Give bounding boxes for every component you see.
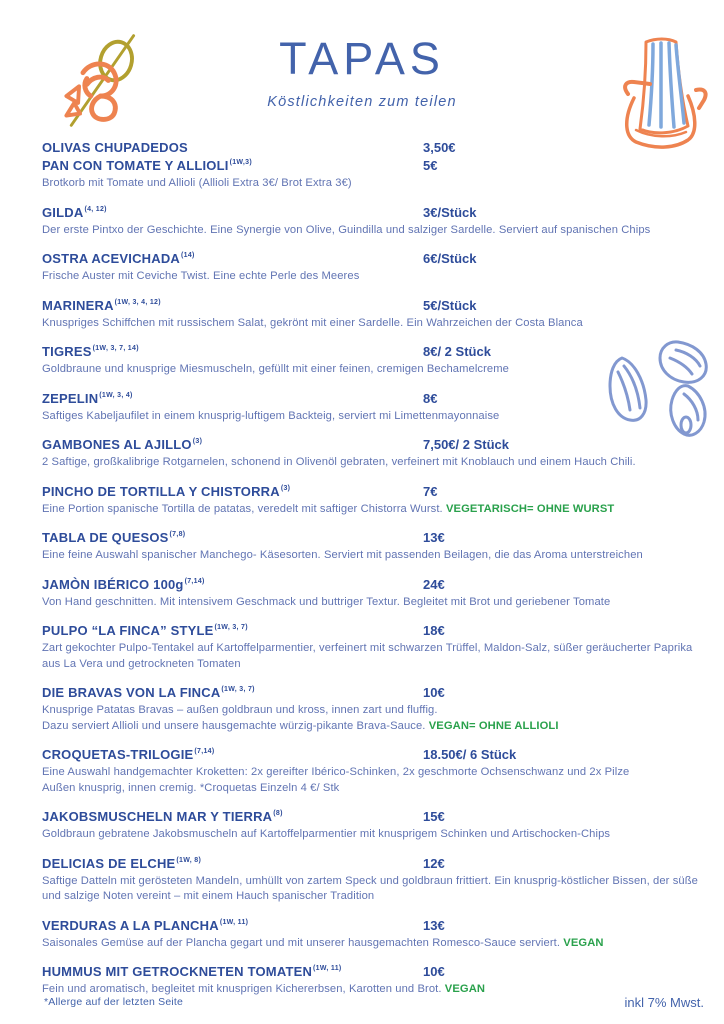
menu-item-header: [42, 157, 708, 175]
item-allergen-codes: (1W, 3, 7): [221, 686, 255, 693]
item-name: VERDURAS A LA PLANCHA: [42, 917, 219, 933]
item-name: CROQUETAS-TRILOGIE: [42, 747, 194, 762]
item-price: 8€/ 2 Stück: [423, 344, 491, 359]
item-price: 10€: [423, 685, 445, 700]
item-name: PULPO “LA FINCA” STYLE: [42, 623, 214, 638]
menu-item-header: [42, 483, 708, 501]
item-name-wrap: [42, 963, 423, 981]
menu-item-header: [42, 204, 708, 222]
item-allergen-codes: (1W, 3, 7): [214, 624, 248, 631]
menu-item-header: [42, 622, 708, 640]
item-name: DIE BRAVAS VON LA FINCA: [42, 685, 221, 700]
item-price: 12€: [423, 855, 445, 871]
item-allergen-codes: (1W, 11): [313, 965, 342, 972]
item-name: PINCHO DE TORTILLA Y CHISTORRA: [42, 483, 280, 499]
page-subtitle: Köstlichkeiten zum teilen: [267, 94, 457, 110]
item-allergen-codes: (7,14): [194, 748, 215, 755]
item-name: GILDA: [42, 204, 84, 220]
item-allergen-codes: (1W, 3, 4): [99, 391, 133, 399]
item-description: [42, 269, 708, 285]
item-description: [42, 176, 708, 192]
item-description-line: Zart gekochter Pulpo-Tentakel auf Kartoffelparmentier, verfeinert mit schwarzen Trüffel, Maldon-Salz, süßer geräucherter Paprika aus La Vera und getrockneten Tomaten: [42, 642, 693, 670]
menu-item: [42, 963, 708, 998]
item-name: PAN CON TOMATE Y ALLIOLI: [42, 158, 229, 173]
tax-note: inkl 7% Mwst.: [624, 995, 704, 1010]
diet-label: VEGAN= OHNE ALLIOLI: [428, 719, 559, 732]
item-name: MARINERA: [42, 297, 114, 313]
item-description-line: Außen knusprig, innen cremig. *Croquetas Einzeln 4 €/ Stk: [42, 781, 340, 794]
item-name-wrap: [42, 684, 423, 702]
item-name-wrap: [42, 250, 423, 268]
item-allergen-codes: (3): [280, 484, 291, 492]
menu-item: [42, 204, 708, 239]
diet-label: VEGAN: [444, 983, 486, 995]
item-price: 7€: [423, 483, 438, 499]
item-name-wrap: [42, 390, 423, 408]
item-name: GAMBONES AL AJILLO: [42, 437, 192, 452]
item-description-line: Dazu serviert Allioli und unsere hausgemachte würzig-pikante Brava-Sauce. VEGAN= OHNE ALLIOLI: [42, 719, 559, 732]
item-name: OLIVAS CHUPADEDOS: [42, 140, 188, 155]
item-name: TABLA DE QUESOS: [42, 530, 169, 545]
item-description: [42, 502, 708, 518]
item-description-line: Brotkorb mit Tomate und Allioli (Allioli Extra 3€/ Brot Extra 3€): [42, 177, 352, 189]
item-price: 6€/Stück: [423, 251, 477, 266]
menu-item: [42, 297, 708, 332]
menu-item: [42, 808, 708, 843]
menu-item-header: [42, 297, 708, 315]
item-name: JAMÒN IBÉRICO 100g: [42, 576, 184, 592]
item-description-line: Saisonales Gemüse auf der Plancha gegart und mit unserer hausgemachten Romesco-Sauce serviert. VEGAN: [42, 936, 604, 949]
item-price: 8€: [423, 390, 438, 406]
item-description-line: Eine Auswahl handgemachter Kroketten: 2x gereifter Ibérico-Schinken, 2x geschmorte Ochsenschwanz und 2x Pilze: [42, 766, 630, 778]
item-name: JAKOBSMUSCHELN MAR Y TIERRA: [42, 809, 273, 824]
item-description-line: Der erste Pintxo der Geschichte. Eine Synergie von Olive, Guindilla und salziger Sardelle. Serviert auf spanischen Chips: [42, 223, 651, 236]
item-allergen-codes: (1W, 3, 7, 14): [92, 345, 139, 352]
item-price: 3€/Stück: [423, 204, 477, 220]
item-allergen-codes: (1W, 8): [176, 856, 202, 864]
menu-item-header: [42, 746, 708, 764]
item-name-wrap: [42, 622, 423, 640]
item-allergen-codes: (1W, 11): [219, 918, 249, 926]
item-description: [42, 703, 708, 734]
item-allergen-codes: (14): [181, 252, 195, 259]
menu-item: [42, 529, 708, 564]
item-price: 18.50€/ 6 Stück: [423, 747, 517, 762]
item-description: [42, 827, 708, 843]
item-name-wrap: [42, 855, 423, 873]
item-price: 10€: [423, 964, 445, 979]
item-name: TIGRES: [42, 344, 92, 359]
item-description-line: Saftiges Kabeljaufilet in einem knusprig-luftigem Backteig, serviert mi Limettenmayonnaise: [42, 409, 500, 422]
item-description-line: Eine Portion spanische Tortilla de patatas, veredelt mit saftiger Chistorra Wurst. VEGETARISCH= OHNE WURST: [42, 502, 615, 515]
item-description-line: Goldbraune und knusprige Miesmuscheln, gefüllt mit einer feinen, cremigen Bechamelcreme: [42, 363, 509, 375]
item-allergen-codes: (1W, 3, 4, 12): [114, 298, 161, 306]
menu-item: [42, 917, 708, 952]
item-price: 5€/Stück: [423, 297, 477, 313]
menu-item-header: [42, 250, 708, 268]
item-name-wrap: [42, 157, 423, 175]
item-price: 18€: [423, 623, 445, 638]
menu-item: [42, 746, 708, 796]
item-description: [42, 874, 708, 905]
item-description-line: Knusprige Patatas Bravas – außen goldbraun und kross, innen zart und fluffig.: [42, 704, 438, 716]
menu-item-header: [42, 808, 708, 826]
item-price: 7,50€/ 2 Stück: [423, 437, 509, 452]
diet-label: VEGETARISCH= OHNE WURST: [445, 502, 615, 515]
menu-item: [42, 139, 708, 157]
item-name-wrap: [42, 808, 423, 826]
menu-item-header: [42, 963, 708, 981]
item-allergen-codes: (7,14): [184, 577, 205, 585]
menu-item-header: [42, 576, 708, 594]
item-name-wrap: [42, 483, 423, 501]
item-name: OSTRA ACEVICHADA: [42, 251, 181, 266]
item-description-line: 2 Saftige, großkalibrige Rotgarnelen, schonend in Olivenöl gebraten, verfeinert mit Knoblauch und einem Hauch Chili.: [42, 456, 636, 468]
item-price: 3,50€: [423, 140, 456, 155]
item-price: 24€: [423, 576, 445, 592]
menu-item-header: [42, 855, 708, 873]
menu-item-header: [42, 529, 708, 547]
mussels-icon: [592, 328, 722, 446]
item-allergen-codes: (1W,3): [229, 159, 252, 166]
item-name: ZEPELIN: [42, 390, 99, 406]
menu-item: [42, 483, 708, 518]
item-description: [42, 455, 708, 471]
allergy-note: *Allerge auf der letzten Seite: [44, 996, 184, 1008]
menu-item: [42, 855, 708, 905]
item-allergen-codes: (4, 12): [84, 205, 107, 213]
item-description: [42, 223, 708, 239]
item-description-line: Goldbraun gebratene Jakobsmuscheln auf Kartoffelparmentier mit knusprigem Schinken und Artischocken-Chips: [42, 828, 611, 840]
item-allergen-codes: (7,8): [169, 531, 186, 538]
item-price: 15€: [423, 809, 445, 824]
item-description-line: Fein und aromatisch, begleitet mit knusprigen Kichererbsen, Karotten und Brot. VEGAN: [42, 983, 486, 995]
item-name-wrap: [42, 204, 423, 222]
item-name: HUMMUS MIT GETROCKNETEN TOMATEN: [42, 964, 313, 979]
menu-item: [42, 250, 708, 285]
item-name-wrap: [42, 746, 423, 764]
item-name-wrap: [42, 576, 423, 594]
item-name: DELICIAS DE ELCHE: [42, 855, 176, 871]
item-name-wrap: [42, 529, 423, 547]
item-description: [42, 595, 708, 611]
page-title: TAPAS: [279, 33, 445, 84]
item-name-wrap: [42, 139, 423, 157]
item-name-wrap: [42, 917, 423, 935]
menu-list: [42, 139, 708, 1010]
menu-item: [42, 622, 708, 672]
menu-item-header: [42, 684, 708, 702]
menu-item-header: [42, 917, 708, 935]
diet-label: VEGAN: [563, 936, 604, 949]
item-description-line: Eine feine Auswahl spanischer Manchego- Käsesorten. Serviert mit passenden Beilagen, die das Aroma unterstreichen: [42, 549, 643, 561]
item-description-line: Saftige Datteln mit gerösteten Mandeln, umhüllt von zartem Speck und goldbraun frittiert. Ein knusprig-köstlicher Bissen, der süße und salzige Noten vereint – mit einem Hauch spanischer Tradition: [42, 874, 698, 902]
item-description-line: Von Hand geschnitten. Mit intensivem Geschmack und buttriger Textur. Begleitet mit Brot und geriebener Tomate: [42, 595, 611, 608]
item-price: 13€: [423, 530, 445, 545]
item-allergen-codes: (8): [273, 810, 283, 817]
item-description-line: Frische Auster mit Ceviche Twist. Eine echte Perle des Meeres: [42, 270, 360, 282]
item-name-wrap: [42, 297, 423, 315]
menu-item: [42, 576, 708, 611]
item-name-wrap: [42, 343, 423, 361]
menu-item: [42, 684, 708, 734]
item-name-wrap: [42, 436, 423, 454]
item-description: [42, 641, 708, 672]
menu-item: [42, 157, 708, 192]
menu-item-header: [42, 139, 708, 157]
item-price: 5€: [423, 158, 438, 173]
item-description: [42, 765, 708, 796]
item-allergen-codes: (3): [192, 438, 203, 445]
item-description: [42, 548, 708, 564]
item-description: [42, 936, 708, 952]
item-price: 13€: [423, 917, 445, 933]
item-description-line: Knuspriges Schiffchen mit russischem Salat, gekrönt mit einer Sardelle. Ein Wahrzeichen der Costa Blanca: [42, 316, 583, 329]
